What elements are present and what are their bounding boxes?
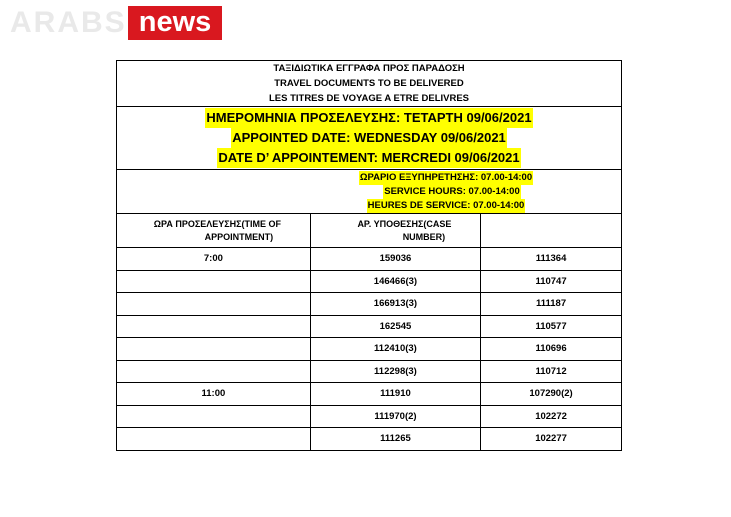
- case-number-cell: 162545: [310, 315, 480, 338]
- case-number-cell: 111265: [310, 428, 480, 451]
- column-header-case2: [481, 214, 622, 248]
- table-row: [117, 315, 622, 338]
- logo-arabs-text: ARABS: [10, 6, 127, 39]
- case-number-cell-2: 110712: [481, 360, 622, 383]
- travel-documents-table: [116, 60, 622, 451]
- title-line-french: LES TITRES DE VOYAGE A ETRE DELIVRES: [268, 93, 470, 104]
- table-row: [117, 293, 622, 316]
- time-cell: [117, 405, 311, 428]
- table-row: [117, 428, 622, 451]
- time-cell: [117, 338, 311, 361]
- hours-line-french: HEURES DE SERVICE: 07.00-14:00: [367, 199, 525, 211]
- table-row: [117, 383, 622, 406]
- service-hours: [117, 170, 622, 214]
- date-line-english: APPOINTED DATE: WEDNESDAY 09/06/2021: [231, 128, 507, 148]
- case-rows: [117, 248, 622, 451]
- appointment-date: [117, 107, 622, 170]
- table-row: [117, 338, 622, 361]
- logo-news-badge: news: [128, 6, 222, 40]
- date-line-french: DATE D’ APPOINTEMENT: MERCREDI 09/06/2021: [217, 148, 520, 168]
- case-number-cell: 112298(3): [310, 360, 480, 383]
- case-number-cell-2: 102277: [481, 428, 622, 451]
- case-number-cell-2: 102272: [481, 405, 622, 428]
- time-cell: [117, 293, 311, 316]
- case-number-cell-2: 110577: [481, 315, 622, 338]
- time-cell: [117, 428, 311, 451]
- time-cell: [117, 360, 311, 383]
- case-number-cell: 112410(3): [310, 338, 480, 361]
- time-cell: 7:00: [117, 248, 311, 271]
- case-number-cell-2: 111187: [481, 293, 622, 316]
- case-number-cell-2: 110747: [481, 270, 622, 293]
- case-number-cell-2: 111364: [481, 248, 622, 271]
- time-cell: [117, 270, 311, 293]
- case-number-cell-2: 110696: [481, 338, 622, 361]
- time-cell: 11:00: [117, 383, 311, 406]
- case-number-cell: 111970(2): [310, 405, 480, 428]
- document-title: [117, 61, 622, 107]
- arabsnews-logo: [0, 0, 230, 44]
- date-line-greek: ΗΜΕΡΟΜΗΝΙΑ ΠΡΟΣΕΛΕΥΣΗΣ: ΤΕΤΑΡΤΗ 09/06/2021: [205, 108, 532, 128]
- table-row: [117, 270, 622, 293]
- hours-line-greek: ΩΡΑΡΙΟ ΕΞΥΠΗΡΕΤΗΣΗΣ: 07.00-14:00: [359, 171, 533, 183]
- column-header-row: [117, 214, 622, 248]
- case-number-cell: 111910: [310, 383, 480, 406]
- title-line-english: TRAVEL DOCUMENTS TO BE DELIVERED: [274, 78, 464, 89]
- case-number-cell: 146466(3): [310, 270, 480, 293]
- column-header-case: ΑΡ. ΥΠΟΘΕΣΗΣ(CASE NUMBER): [310, 214, 480, 248]
- case-number-cell-2: 107290(2): [481, 383, 622, 406]
- column-header-time: ΩΡΑ ΠΡΟΣΕΛΕΥΣΗΣ(TIME OF APPOINTMENT): [117, 214, 311, 248]
- time-cell: [117, 315, 311, 338]
- table-row: [117, 248, 622, 271]
- table-row: [117, 360, 622, 383]
- case-number-cell: 159036: [310, 248, 480, 271]
- table-row: [117, 405, 622, 428]
- title-line-greek: ΤΑΞΙΔΙΩΤΙΚΑ ΕΓΓΡΑΦΑ ΠΡΟΣ ΠΑΡΑΔΟΣΗ: [273, 63, 465, 74]
- hours-line-english: SERVICE HOURS: 07.00-14:00: [384, 185, 520, 197]
- case-number-cell: 166913(3): [310, 293, 480, 316]
